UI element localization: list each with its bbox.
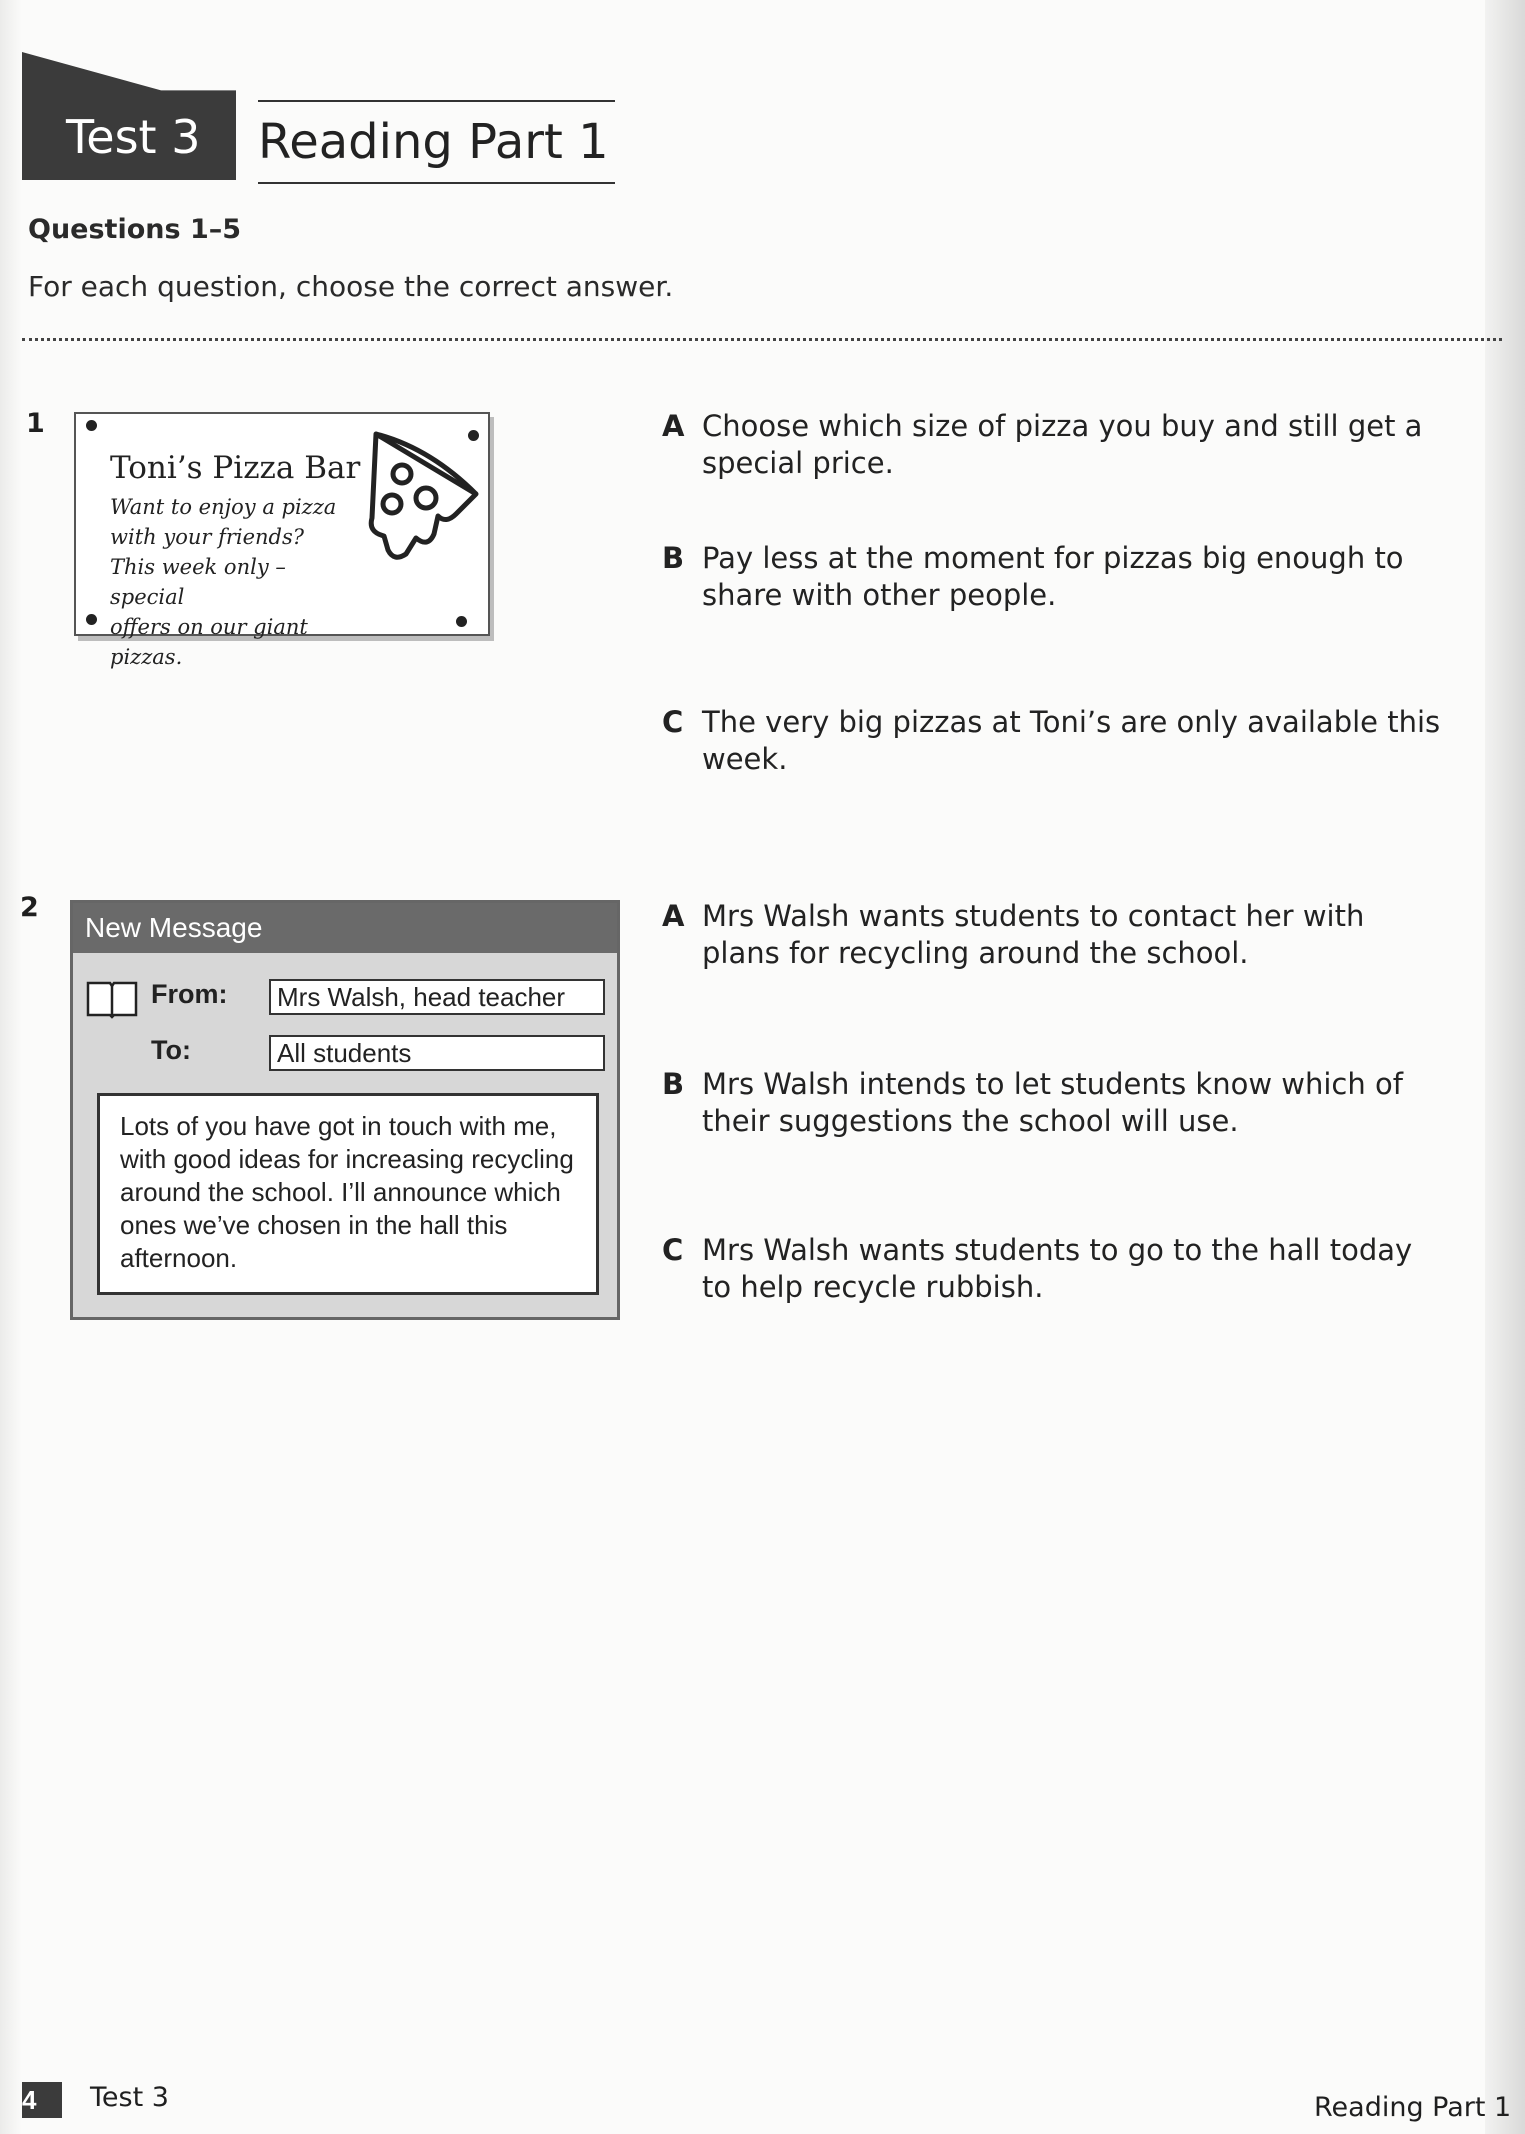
pizza-slice-icon (346, 424, 486, 574)
question-number: 1 (26, 408, 45, 439)
question-1-option-a[interactable] (662, 408, 1502, 482)
book-icon (85, 979, 139, 1019)
instruction-text: For each question, choose the correct answer. (28, 270, 674, 303)
question-2-option-b[interactable] (662, 1066, 1422, 1140)
notice-text (110, 492, 360, 672)
question-2-option-c[interactable] (662, 1232, 1422, 1306)
option-letter: B (662, 541, 685, 575)
question-1-option-c[interactable] (662, 704, 1502, 778)
option-text: Mrs Walsh wants students to go to the hall today to help recycle rubbish. (702, 1233, 1413, 1304)
footer-left-label: Test 3 (90, 2082, 169, 2113)
notice-line: with your friends? (110, 525, 305, 549)
notice-title: Toni’s Pizza Bar (110, 450, 361, 486)
questions-heading: Questions 1–5 (28, 214, 242, 245)
to-label: To: (151, 1035, 191, 1065)
question-number: 2 (20, 892, 39, 923)
option-text: Choose which size of pizza you buy and still get a special price. (702, 409, 1423, 480)
option-text: The very big pizzas at Toni’s are only available this week. (702, 705, 1441, 776)
from-field: Mrs Walsh, head teacher (269, 979, 605, 1015)
notice-line: offers on our giant pizzas. (110, 615, 308, 669)
test-label: Test 3 (66, 110, 201, 164)
message-titlebar: New Message (73, 903, 617, 953)
part-title: Reading Part 1 (258, 100, 615, 184)
to-field: All students (269, 1035, 605, 1071)
option-text: Mrs Walsh intends to let students know which of their suggestions the school will use. (702, 1067, 1403, 1138)
notice-line: Want to enjoy a pizza (110, 495, 337, 519)
notice-line: This week only – special (110, 555, 286, 609)
pin-icon (456, 616, 467, 627)
option-letter: A (662, 409, 685, 443)
pizza-notice (74, 412, 490, 669)
option-letter: B (662, 1067, 685, 1101)
option-letter: C (662, 705, 684, 739)
question-2-option-a[interactable] (662, 898, 1422, 972)
pin-icon (86, 614, 97, 625)
pin-icon (86, 420, 97, 431)
page-binding-shadow (1485, 0, 1525, 2134)
message-body: Lots of you have got in touch with me, with good ideas for increasing recycling around the school. I’ll announce which ones we’ve chosen in the hall this afternoon. (97, 1093, 599, 1295)
page-number: 4 (22, 2085, 37, 2115)
option-text: Pay less at the moment for pizzas big enough to share with other people. (702, 541, 1404, 612)
footer-right-label: Reading Part 1 (1314, 2092, 1512, 2123)
message-window (70, 900, 620, 1320)
page-left-edge (0, 0, 22, 2134)
option-letter: A (662, 899, 685, 933)
option-letter: C (662, 1233, 684, 1267)
question-1-option-b[interactable] (662, 540, 1462, 614)
option-text: Mrs Walsh wants students to contact her with plans for recycling around the school. (702, 899, 1365, 970)
from-label: From: (151, 979, 228, 1009)
dotted-divider (22, 338, 1502, 341)
